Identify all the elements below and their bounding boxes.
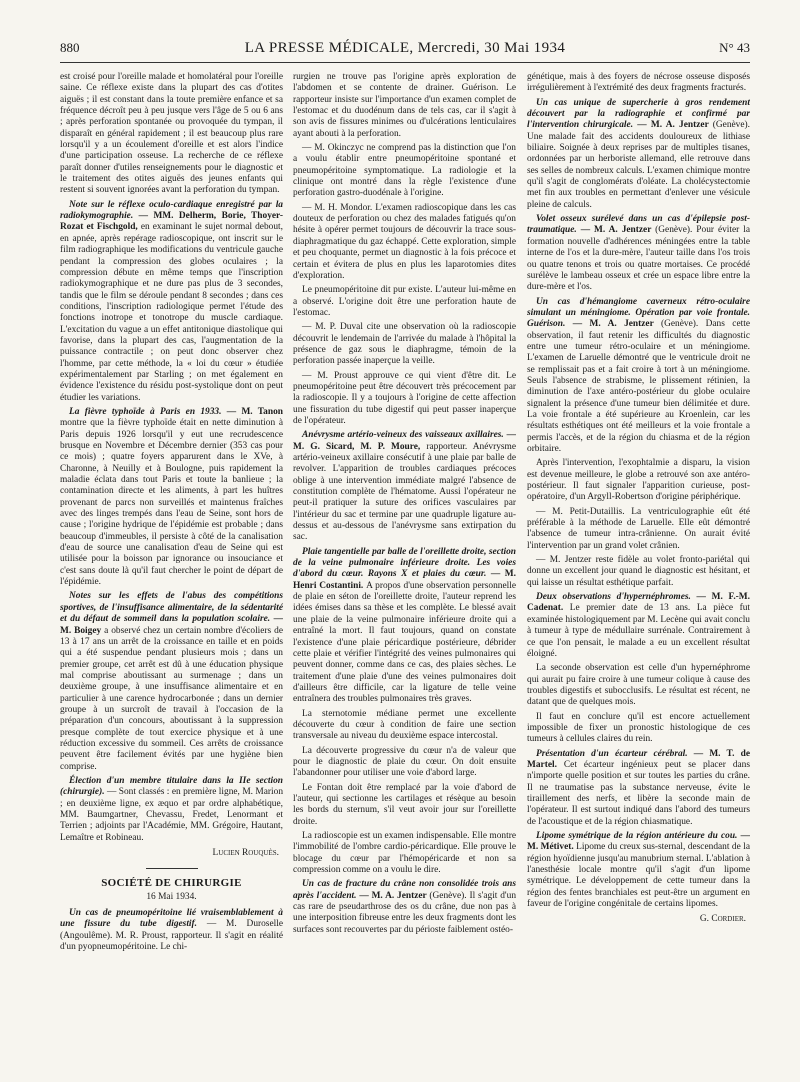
abstract-title: Anévrysme artério-veineux des vaisseaux axillaires.: [302, 430, 507, 441]
abstract-ecarteur: [527, 749, 750, 828]
signature: G. Cordier.: [699, 914, 746, 925]
paragraph: — M. Proust approuve ce qui vient d'être dit. Le pneumopéritoine peut être découvert très précocement par la radioscopie. Il y a toujours à l'origine de cette affection une fissuration du tube digestif qui peut passer inaperçue de l'opérateur.: [293, 370, 516, 426]
abstract-title: Volet osseux surélevé dans un cas d'épilepsie post-traumatique.: [527, 214, 750, 236]
abstract-body: A propos d'une observation personnelle de plaie en séton de l'oreillette droite, l'auteur reprend les idées émises dans sa thèse et les complète. Le blessé avait une plaie de la veine pulmonaire inférieure droite qui a entraîné la mort. Il faut toujours, quand on constate l'existence d'une plaie péricardique postérieure, débrider cette plaie et vérifier l'intégrité des veines pulmonaires qui peuvent donner, comme dans ce cas, des plaies sèches. Le traitement d'une plaie d'une des veines pulmonaires doit d'ailleurs être difficile, car la ligature de telle veine entraînera des troubles pulmonaires très graves.: [293, 580, 516, 705]
abstract-title: Un cas unique de supercherie à gros rendement découvert par la radiographie et confirmé par l'intervention chirurgicale.: [527, 97, 750, 131]
abstract-body: a observé chez un certain nombre d'écoliers de 13 à 17 ans un arrêt de la croissance en taille et en poids qui a été suspendue pendant plusieurs mois ; dans un premier groupe, cet arrêt est dû à une éducation physique mal comprise aboutissant au surmenage ; dans un deuxième groupe, à une insuffisance alimentaire et en particulier à une carence hydrocarbonée ; dans un dernier groupe à un surcroît de travail à l'occasion de la préparation d'un concours, aboutissant à la suppression presque complète de tout exercice physique et à une réduction excessive du sommeil. Ces arrêts de croissance peuvent être facilement évités par une hygiène bien comprise.: [60, 625, 283, 772]
abstract-authors: — M. F.-M. Cadenat.: [527, 592, 750, 614]
abstract-body: (Genève). Une malade fait des accidents douloureux de lithiase biliaire. Soignée à deux reprises par de multiples tisanes, ordonnées par un herboriste allemand, elle retrouve dans ses selles de nombreux calculs. L'examen chimique montre qu'il s'agit de conglomérats d'oléate. La cholécystectomie met fin aux troubles en permettant d'enlever une vésicule pleine de calculs.: [527, 120, 750, 210]
abstract-hemangiome: [527, 297, 750, 456]
abstract-body: — Sont classés : en première ligne, M. Marion ; en deuxième ligne, ex æquo et par ordre alphabétique, MM. Baumgartner, Chevassu, Fredet, Lenormant et Terrien ; adjoints par l'Académie, MM. Grégoire, Hautant, Lemaître et Robineau.: [60, 787, 283, 843]
abstract-title: Un cas de pneumopéritoine lié vraisemblablement à une fissure du tube digestif.: [60, 908, 283, 930]
paragraph: est croisé pour l'oreille malade et homolatéral pour l'oreille saine. Ce réflexe existe dans la plupart des cas d'otites aiguës ; il est constant dans la toute première enfance et sa fréquence décroît peu à peu jusque vers l'âge de 5 ou 6 ans ; après perforation spontanée ou provoquée du tympan, il disparaît en général rapidement ; il est beaucoup plus rare lorsqu'il y a un écoulement d'oreille et est alors l'indice d'une participation osseuse. La recherche de ce réflexe paraît donner d'utiles renseignements pour le diagnostic et le traitement des otites aiguës des jeunes enfants qui restent si souvent ignorées avant la perforation du tympan.: [60, 72, 283, 196]
column-3: [527, 72, 750, 1072]
abstract-body: (Genève). Dans cette observation, il faut retenir les difficultés du diagnostic entre une tumeur rétro-oculaire et un méningiome. L'examen de Laruelle démontré que le ventricule droit ne se remplissait pas et a fait croire à tort à un méningiome. Seuls l'absence de strabisme, le plissement rétinien, la diminution de l'axe antéro-postérieur du globe oculaire signalent la présence d'une tumeur bien délimitée et dure. La voie frontale a été supérieure au Kroenlein, car les résultats esthétiques ont été meilleurs et la voie frontale a permis l'accès, et de la région du chiasma et de la région orbitaire.: [527, 319, 750, 454]
abstract-title: Élection d'un membre titulaire dans la IIe section (chirurgie).: [60, 775, 283, 798]
abstract-title: Notes sur les effets de l'abus des compétitions sportives, de l'insuffisance alimentaire, de la sédentarité et du défaut de sommeil dans la population scolaire.: [60, 591, 283, 625]
abstract-body: (Genève). Pour éviter la formation nouvelle d'adhérences méningées entre la table interne de l'os et la dure-mère, l'auteur taille dans l'os trois ou quatre tenons et trois ou quatre mortaises. Ce procédé surélève le lambeau osseux et crée un espace libre entre la dure-mère et l'os.: [527, 225, 750, 293]
abstract-title: Lipome symétrique de la région antérieure du cou.: [536, 831, 741, 841]
abstract-authors: — M. A. Jentzer: [637, 120, 713, 131]
abstract-competitions: [60, 591, 283, 773]
abstract-body: — M. Duroselle (Angoulême). M. R. Proust, rapporteur. Il s'agit en réalité d'un pyopneumopéritoine. Le chi-: [60, 919, 283, 953]
abstract-title: Présentation d'un écarteur cérébral.: [536, 748, 694, 759]
abstract-authors: — M. A. Jentzer: [572, 319, 661, 330]
page-header: [60, 40, 750, 62]
abstract-lipome: [527, 831, 750, 910]
abstract-body: (Genève). Il s'agit d'un cas rare de pseudarthrose des os du crâne, due non pas à une interposition fibreuse entre les deux fragments dont les surfaces sont recouvertes par du périoste faiblement ostéo-: [293, 890, 516, 935]
signature: Lucien Rouquès.: [212, 848, 279, 859]
paragraph: rurgien ne trouve pas l'origine après exploration de l'abdomen et se contente de drainer. Guérison. Le rapporteur insiste sur l'importance d'un examen complet de l'estomac et du duodénum dans de tels cas, car il s'agit à son avis de fissures minimes ou d'ulcérations lenticulaires ayant abouti à la perforation.: [293, 72, 516, 139]
society-heading: SOCIÉTÉ DE CHIRURGIE: [101, 877, 242, 890]
page-number: 880: [60, 40, 80, 55]
abstract-election: [60, 776, 283, 844]
abstract-radiokymographie: [60, 200, 283, 404]
abstract-body: en examinant le sujet normal debout, en apnée, après repérage radioscopique, ont inscrit sur le film radiographique les modifications du ventricule gauche pendant la compression des globes oculaires ; la compression débute en même temps que l'inscription radiokymographique et ne dure pas plus de 3 secondes, tandis que le film se déroule pendant 8 secondes ; dans ces conditions, l'inscription radiologique permet l'étude des fonctions inotrope et tonotrope du muscle cardiaque. L'excitation du vague a un effet antitonique diastolique qui favorise, dans la plupart des cas, l'augmentation de la puissance contractile ; on peut donc observer chez l'homme, par cette méthode, la « loi du cœur » étudiée expérimentalement par Starling ; on met également en évidence l'existence du résidu post-systolique dont on peut étudier les variations.: [60, 222, 283, 403]
paragraph: Après l'intervention, l'exophtalmie a disparu, la vision est devenue meilleure, le globe a retrouvé son axe antéro-postérieur. Il faut signaler l'apparition curieuse, post-opératoire, d'un Argyll-Robertson d'origine périphérique.: [527, 458, 750, 503]
paragraph: Le pneumopéritoine dit pur existe. L'auteur lui-même en a observé. L'origine doit être une perforation haute de l'estomac.: [293, 285, 516, 318]
abstract-authors: — M. Métivet.: [527, 831, 750, 853]
abstract-body: rapporteur. Anévrysme artério-veineux axillaire consécutif à une plaie par balle de revolver. L'apparition de troubles cardiaques précoces oblige à une intervention immédiate malgré l'absence de constitution complète de l'hématome. Aussi l'opérateur ne peut-il pratiquer la suture des orifices vasculaires par l'intérieur du sac et termine par une quadruple ligature au-dessus et au-dessous de l'anévrysme sans extirpation du sac.: [293, 441, 516, 543]
header-rule: [60, 62, 750, 63]
abstract-authors: — M. G. Sicard, M. P. Moure,: [293, 430, 516, 452]
paragraph: La radioscopie est un examen indispensable. Elle montre l'immobilité de l'ombre cardio-péricardique. Elle prouve le blocage du cœur par l'hémopéricarde et non sa compression comme on a voulu le dire.: [293, 831, 516, 876]
paragraph: La seconde observation est celle d'un hypernéphrome qui aurait pu faire croire à une tumeur colique à cause des troubles digestifs et subocclusifs. Le résultat est récent, ne datant que de quelques mois.: [527, 663, 750, 708]
abstract-typhoide: [60, 407, 283, 589]
abstract-body: montre que la fièvre typhoïde était en nette diminution à Paris depuis 1926 lorsqu'il y eut une recrudescence brusque en Novembre et Décembre dernier (353 cas pour ce mois) ; quatre foyers apparurent dans le XVe, à Charonne, à Neuilly et à Boulogne, puis rapidement la maladie éclata dans tout Paris et toute la banlieue ; la contamination directe et les aliments, à part les huîtres provenant de parcs non surveillés et maintenus fraîches avec des linges trempés dans l'eau de Seine, sont hors de cause ; l'origine hydrique de l'épidémie est probable ; dans beaucoup d'immeubles, il persiste à côté de la canalisation d'eau de source une canalisation d'eau de Seine qui est utilisée pour la boisson par ignorance ou insouciance et c'est sans doute là qu'il faut chercher le point de départ de l'épidémie.: [60, 418, 283, 588]
abstract-title: Note sur le réflexe oculo-cardiaque enregistré par la radiokymographie.: [60, 199, 283, 222]
abstract-authors: — M. A. Jentzer: [580, 225, 656, 236]
paragraph: La sternotomie médiane permet une excellente découverte du cœur à condition de faire une section transversale au niveau du deuxième espace intercostal.: [293, 708, 516, 742]
society-date: 16 Mai 1934.: [146, 891, 197, 902]
paragraph: — M. P. Duval cite une observation où la radioscopie découvrit le lendemain de l'arrivée du malade à l'hôpital la présence de gaz sous le diaphragme, témoin de la perforation passée inaperçue la veille.: [293, 322, 516, 367]
abstract-plaie-oreillette: [293, 547, 516, 706]
abstract-volet-osseux: [527, 214, 750, 293]
abstract-anevrysme: [293, 430, 516, 543]
issue-number: N° 43: [719, 40, 750, 55]
column-1: [60, 72, 283, 1072]
abstract-hypernephromes: [527, 592, 750, 660]
abstract-title: Deux observations d'hypernéphromes.: [536, 592, 697, 603]
paragraph: — M. Petit-Dutaillis. La ventriculographie eût été préférable à la méthode de Laruelle. Elle eût démontré l'absence de tumeur intra-crânienne. On aurait évité l'intervention par un grand volet crânien.: [527, 506, 750, 551]
paragraph: — M. Okinczyc ne comprend pas la distinction que l'on a voulu établir entre pneumopéritoine spontané et pneumopéritoine symptomatique. La radiologie et la clinique ont montré dans la règle l'existence d'une perforation gastro-duodénale à l'origine.: [293, 143, 516, 199]
abstract-authors: — M. Tanon: [226, 406, 283, 417]
section-divider: [146, 868, 198, 869]
abstract-authors: — M. T. de Martel.: [527, 748, 750, 770]
abstract-supercherie: [527, 98, 750, 211]
abstract-pneumoperitoine: [60, 908, 283, 953]
paragraph: La découverte progressive du cœur n'a de valeur que pour le diagnostic de plaie du cœur. On doit ensuite l'abandonner pour utiliser une voie d'abord large.: [293, 745, 516, 779]
abstract-authors: — M. Henri Costantini.: [293, 569, 516, 591]
paragraph: — M. Jentzer reste fidèle au volet fronto-pariétal qui donne un excellent jour quand le diagnostic est hésitant, et qui laisse un résultat esthétique parfait.: [527, 555, 750, 588]
abstract-title: La fièvre typhoïde à Paris en 1933.: [69, 406, 227, 417]
abstract-title: Un cas de fracture du crâne non consolidée trois ans après l'accident.: [293, 879, 516, 901]
abstract-body: Le premier date de 13 ans. La pièce fut examinée histologiquement par M. Lecène qui avait conclu à tumeur à type de médullaire surrénale. Contrairement à ce que l'on pensait, le malade a eu un excellent résultat éloigné.: [527, 603, 750, 659]
paragraph: Le Fontan doit être remplacé par la voie d'abord de l'auteur, qui sectionne les cartilages et résèque au besoin les bords du sternum, s'il veut avoir jour sur l'oreillette droite.: [293, 782, 516, 827]
abstract-authors: — MM. Delherm, Borie, Thoyer-Rozat et Fischgold,: [60, 211, 283, 233]
abstract-body: Cet écarteur ingénieux peut se placer dans n'importe quelle position et sur toutes les parties du crâne. Il ne traumatise pas la substance nerveuse, évite le tiraillement des nerfs, et libère la seconde main de l'opérateur. Il est surtout indiqué dans l'abord des tumeurs de l'acoustique et de la région chiasmatique.: [527, 759, 750, 827]
abstract-title: Un cas d'hémangiome caverneux rétro-oculaire simulant un méningiome. Opération par voie frontale. Guérison.: [527, 296, 750, 330]
abstract-body: Lipome du creux sus-sternal, descendant de la région hyoïdienne jusqu'au manubrium sternal. L'ablation à l'anesthésie locale montre qu'il s'agit d'un lipome symétrique. Le développement de cette tumeur dans la région des fentes branchiales est peut-être un argument en faveur de l'origine congénitale de certains lipomes.: [527, 842, 750, 910]
column-2: [293, 72, 516, 1072]
paragraph: Il faut en conclure qu'il est encore actuellement impossible de fixer un pronostic histologique de ces tumeurs à cellules claires du rein.: [527, 711, 750, 745]
abstract-authors: — M. A. Jentzer: [359, 890, 430, 901]
abstract-fracture-crane: [293, 879, 516, 936]
abstract-title: Plaie tangentielle par balle de l'oreillette droite, section de la veine pulmonaire inférieure droite. Les voies d'abord du cœur. Rayons X et plaies du cœur.: [293, 546, 516, 580]
abstract-authors: — M. Boigey: [60, 614, 283, 636]
paragraph: génétique, mais à des foyers de nécrose osseuse disposés irrégulièrement à l'extrémité des deux fragments fracturés.: [527, 72, 750, 94]
paragraph: — M. H. Mondor. L'examen radioscopique dans les cas douteux de perforation ou chez des malades fatigués qu'on hésite à opérer permet toujours de découvrir la trace sous-diaphragmatique du gaz échappé. Cette exploration, simple et peu choquante, permet un diagnostic à la fois précoce et certain et évitera de plus en plus les laparotomies dites d'exploration.: [293, 202, 516, 281]
journal-title: LA PRESSE MÉDICALE, Mercredi, 30 Mai 1934: [244, 40, 566, 56]
